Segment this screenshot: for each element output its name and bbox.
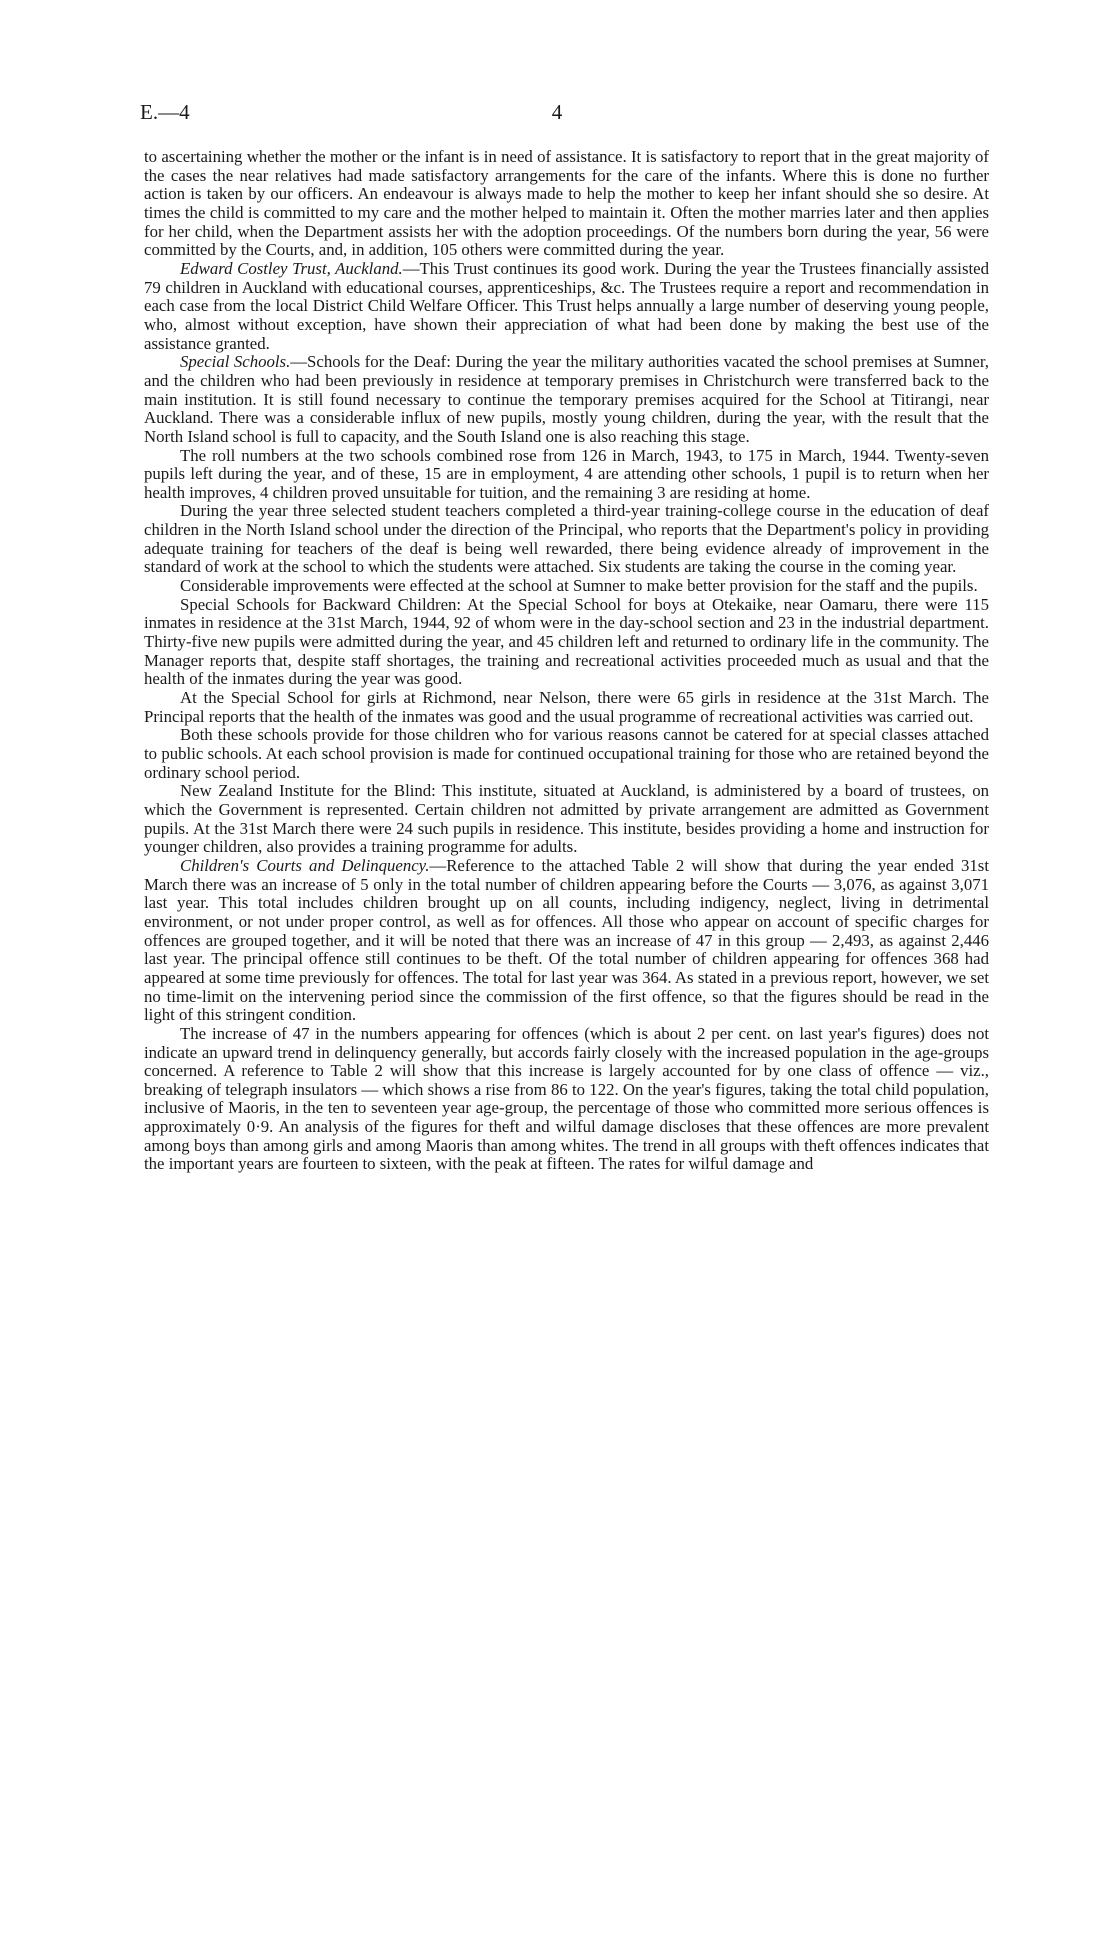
paragraph xyxy=(144,502,989,577)
paragraph xyxy=(144,148,989,260)
paragraph xyxy=(144,447,989,503)
paragraph-text: —Reference to the attached Table 2 will show that during the year ended 31st March there was an increase of 5 only in the total number of children appearing before the Courts — 3,076, as against 3,071 last year. This total includes children brought up on all counts, including indigency, neglect, living in detrimental environment, or not under proper control, as well as for offences. All those who appear on account of specific charges for offences are grouped together, and it will be noted that there was an increase of 47 in this group — 2,493, as against 2,446 last year. The principal offence still continues to be theft. Of the total number of children appearing for offences 368 had appeared at some time previously for offences. The total for last year was 364. As stated in a previous report, however, we set no time-limit on the intervening period since the commission of the first offence, so that the figures should be read in the light of this stringent condition. xyxy=(144,855,989,1025)
paragraph-text: Considerable improvements were effected at the school at Sumner to make better provision for the staff and the pupils. xyxy=(180,576,978,596)
paragraph-text: —This Trust continues its good work. During the year the Trustees financially assisted 79 children in Auckland with educational courses, apprenticeships, &c. The Trustees require a report and recommendation in each case from the local District Child Welfare Officer. This Trust helps annually a large number of deserving young people, who, almost without exception, have shown their appreciation of what had been done by making the best use of the assistance granted. xyxy=(144,258,989,353)
paragraph xyxy=(144,689,989,726)
paragraph xyxy=(144,1025,989,1174)
paragraph-heading: Edward Costley Trust, Auckland. xyxy=(180,258,403,278)
paragraph xyxy=(144,353,989,446)
paragraph-text: Both these schools provide for those children who for various reasons cannot be catered for at special classes attached to public schools. At each school provision is made for continued occupational training for those who are retained beyond the ordinary school period. xyxy=(144,725,989,782)
paragraph xyxy=(144,596,989,689)
paragraph-text: The roll numbers at the two schools combined rose from 126 in March, 1943, to 175 in March, 1944. Twenty-seven pupils left during the year, and of these, 15 are in employment, 4 are attending other schools, 1 pupil is to return when her health improves, 4 children proved unsuitable for tuition, and the remaining 3 are residing at home. xyxy=(144,445,989,502)
paragraph-text: New Zealand Institute for the Blind: This institute, situated at Auckland, is administered by a board of trustees, on which the Government is represented. Certain children not admitted by private arrangement are admitted as Government pupils. At the 31st March there were 24 such pupils in residence. This institute, besides providing a home and instruction for younger children, also provides a training programme for adults. xyxy=(144,781,989,857)
paragraph-text: During the year three selected student teachers completed a third-year training-college course in the education of deaf children in the North Island school under the direction of the Principal, who reports that the Department's policy in providing adequate training for teachers of the deaf is being well rewarded, there being evidence already of improvement in the standard of work at the school to which the students were attached. Six students are taking the course in the coming year. xyxy=(144,501,989,577)
paragraph-heading: Children's Courts and Delinquency. xyxy=(180,855,430,875)
paragraph xyxy=(144,857,989,1025)
paragraph-heading: Special Schools. xyxy=(180,352,291,372)
page-number: 4 xyxy=(551,100,563,124)
paragraph-text: At the Special School for girls at Richmond, near Nelson, there were 65 girls in residence at the 31st March. The Principal reports that the health of the inmates was good and the usual programme of recreational activities was carried out. xyxy=(144,688,989,726)
paragraph xyxy=(144,260,989,353)
paragraph xyxy=(144,726,989,782)
page-header xyxy=(140,100,974,130)
paragraph-text: Special Schools for Backward Children: At the Special School for boys at Otekaike, near Oamaru, there were 115 inmates in residence at the 31st March, 1944, 92 of whom were in the day-school section and 23 in the industrial department. Thirty-five new pupils were admitted during the year, and 45 children left and returned to ordinary life in the community. The Manager reports that, despite staff shortages, the training and recreational activities proceeded much as usual and that the health of the inmates during the year was good. xyxy=(144,594,989,689)
document-body xyxy=(144,148,989,1174)
paragraph xyxy=(144,577,989,596)
paragraph xyxy=(144,782,989,857)
paragraph-text: The increase of 47 in the numbers appearing for offences (which is about 2 per cent. on last year's figures) does not indicate an upward trend in delinquency generally, but accords fairly closely with the increased population in the age-groups concerned. A reference to Table 2 will show that this increase is largely accounted for by one class of offence — viz., breaking of telegraph insulators — which shows a rise from 86 to 122. On the year's figures, taking the total child population, inclusive of Maoris, in the ten to seventeen year age-group, the percentage of those who committed more serious offences is approximately 0·9. An analysis of the figures for theft and wilful damage discloses that these offences are more prevalent among boys than among girls and among Maoris than among whites. The trend in all groups with theft offences indicates that the important years are fourteen to sixteen, with the peak at fifteen. The rates for wilful damage and xyxy=(144,1023,989,1174)
paragraph-text: —Schools for the Deaf: During the year the military authorities vacated the school premises at Sumner, and the children who had been previously in residence at temporary premises in Christchurch were transferred back to the main institution. It is still found necessary to continue the temporary premises acquired for the School at Titirangi, near Auckland. There was a considerable influx of new pupils, mostly young children, during the year, with the result that the North Island school is full to capacity, and the South Island one is also reaching this stage. xyxy=(144,352,989,446)
report-reference: E.—4 xyxy=(140,100,190,124)
paragraph-text: to ascertaining whether the mother or the infant is in need of assistance. It is satisfactory to report that in the great majority of the cases the near relatives had made satisfactory arrangements for the care of the infants. Where this is done no further action is taken by our officers. An endeavour is always made to help the mother to keep her infant should she so desire. At times the child is committed to my care and the mother helped to maintain it. Often the mother marries later and then applies for her child, when the Department assists her with the adoption proceedings. Of the numbers born during the year, 56 were committed by the Courts, and, in addition, 105 others were committed during the year. xyxy=(144,147,989,260)
